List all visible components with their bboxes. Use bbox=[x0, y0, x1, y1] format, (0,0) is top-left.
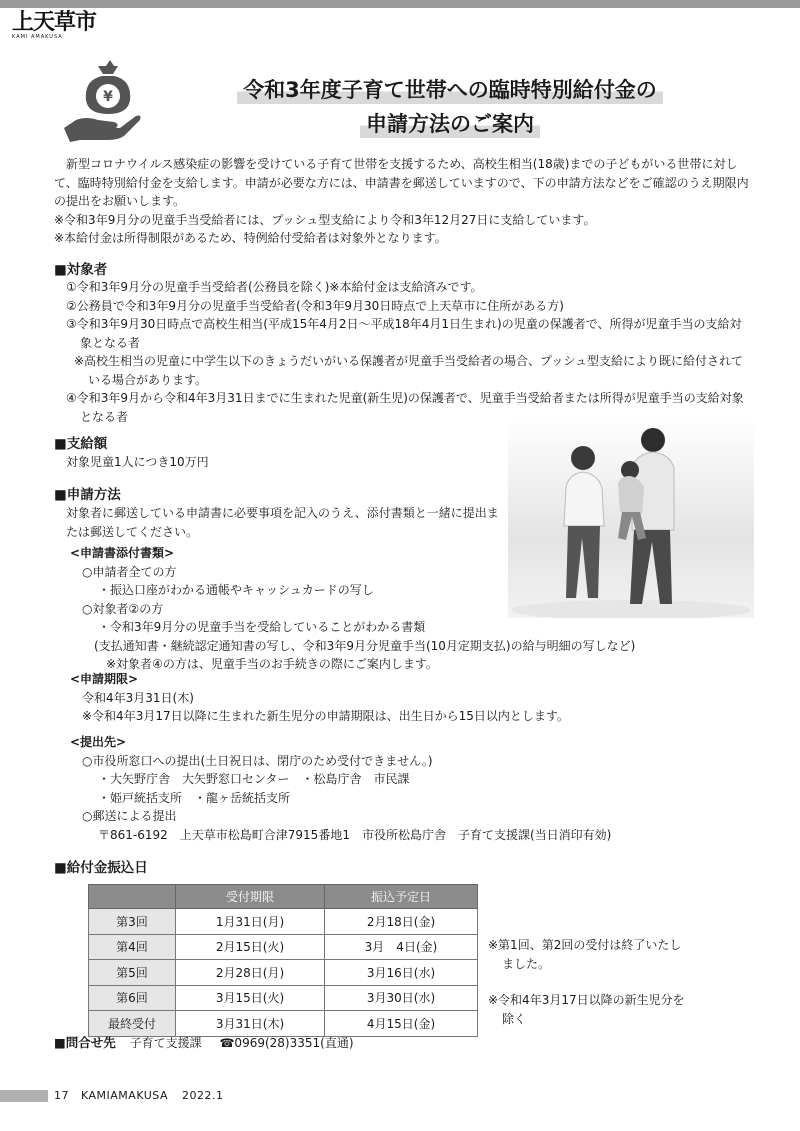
round-cell: 最終受付 bbox=[89, 1011, 176, 1037]
top-bar bbox=[0, 0, 800, 8]
attachment-group: ○申請者全ての方 bbox=[82, 564, 177, 579]
schedule-note: ※令和4年3月17日以降の新生児分を除く bbox=[488, 993, 685, 1026]
table-row bbox=[89, 960, 478, 986]
submit-locations bbox=[70, 733, 750, 844]
logo-kanji: 上天草市 bbox=[12, 9, 97, 35]
table-header-row bbox=[89, 885, 478, 909]
submit-item: ・大矢野庁舎 大矢野窓口センター ・松島庁舎 市民課 bbox=[98, 772, 410, 786]
deadline-heading: <申請期限> bbox=[70, 672, 139, 686]
submit-group: ○市役所窓口への提出(土日祝日は、閉庁のため受付できません。) bbox=[82, 753, 433, 768]
table-header-cell: 受付期限 bbox=[176, 885, 325, 909]
transfer-cell: 2月18日(金) bbox=[325, 909, 478, 935]
footer-bar bbox=[0, 1090, 48, 1102]
target-item: ①令和3年9月分の児童手当受給者(公務員を除く)※本給付金は支給済みです。 bbox=[66, 280, 483, 294]
table-header-cell: 振込予定日 bbox=[325, 885, 478, 909]
footer bbox=[54, 1089, 224, 1102]
target-item: ④令和3年9月から令和4年3月31日までに生まれた児童(新生児)の保護者で、児童手当受給者または所得が児童手当の支給対象となる者 bbox=[66, 391, 744, 424]
issue-date: 2022.1 bbox=[182, 1089, 224, 1102]
transfer-cell: 3月30日(水) bbox=[325, 985, 478, 1011]
contact-label: ■問合せ先 bbox=[54, 1035, 116, 1050]
deadline-cell: 1月31日(月) bbox=[176, 909, 325, 935]
attachments bbox=[70, 544, 710, 674]
table-header-cell bbox=[89, 885, 176, 909]
target-item: ②公務員で令和3年9月分の児童手当受給者(令和3年9月30日時点で上天草市に住所がある方) bbox=[66, 298, 564, 313]
attachment-group: ○対象者②の方 bbox=[82, 601, 164, 616]
table-row bbox=[89, 985, 478, 1011]
deadline bbox=[70, 670, 730, 726]
money-bag-hand-icon bbox=[62, 58, 142, 142]
svg-text:¥: ¥ bbox=[103, 89, 113, 105]
contact-phone: ☎0969(28)3351(直通) bbox=[219, 1036, 354, 1050]
title-line-1: 令和3年度子育て世帯への臨時特別給付金の bbox=[237, 76, 663, 104]
target-item: ③令和3年9月30日時点で高校生相当(平成15年4月2日～平成18年4月1日生まれ)の児童の保護者で、所得が児童手当の支給対象となる者 bbox=[66, 317, 742, 350]
amount-text: 対象児童1人につき10万円 bbox=[66, 455, 209, 469]
page-number: 17 bbox=[54, 1089, 69, 1102]
transfer-cell: 3月16日(水) bbox=[325, 960, 478, 986]
submit-heading: <提出先> bbox=[70, 735, 127, 749]
attachment-note: ※対象者④の方は、児童手当のお手続きの際にご案内します。 bbox=[106, 657, 438, 671]
method-text: 対象者に郵送している申請書に必要事項を記入のうえ、添付書類と一緒に提出または郵送してください。 bbox=[66, 506, 499, 539]
transfer-cell: 3月 4日(金) bbox=[325, 934, 478, 960]
intro-paragraph: 新型コロナウイルス感染症の影響を受けている子育て世帯を支援するため、高校生相当(18歳)までの子どもがいる世帯に対して、臨時特別給付金を支給します。申請が必要な方には、申請書を郵送していますので、下の申請方法などをご確認のうえ期限内の提出をお願いします。 bbox=[54, 157, 749, 208]
attachment-item: ・令和3年9月分の児童手当を受給していることがわかる書類 bbox=[98, 620, 426, 634]
attachment-item: ・振込口座がわかる通帳やキャッシュカードの写し bbox=[98, 583, 374, 597]
schedule-table bbox=[88, 884, 478, 1037]
target-note: ※高校生相当の児童に中学生以下のきょうだいがいる保護者が児童手当受給者の場合、プッシュ型支給により既に給付されている場合があります。 bbox=[74, 354, 743, 387]
method-heading: ■申請方法 bbox=[54, 487, 121, 503]
intro-note: ※本給付金は所得制限があるため、特例給付受給者は対象外となります。 bbox=[54, 231, 447, 245]
amount-heading: ■支給額 bbox=[54, 436, 108, 452]
round-cell: 第3回 bbox=[89, 909, 176, 935]
round-cell: 第4回 bbox=[89, 934, 176, 960]
contact bbox=[54, 1033, 354, 1051]
deadline-cell: 2月15日(火) bbox=[176, 934, 325, 960]
contact-dept: 子育て支援課 bbox=[129, 1036, 202, 1050]
title-line-2: 申請方法のご案内 bbox=[360, 110, 540, 138]
round-cell: 第6回 bbox=[89, 985, 176, 1011]
deadline-date: 令和4年3月31日(木) bbox=[82, 690, 194, 705]
table-row bbox=[89, 909, 478, 935]
deadline-cell: 3月15日(火) bbox=[176, 985, 325, 1011]
table-row bbox=[89, 934, 478, 960]
intro-note: ※令和3年9月分の児童手当受給者には、プッシュ型支給により令和3年12月27日に支給しています。 bbox=[54, 212, 596, 227]
deadline-cell: 2月28日(月) bbox=[176, 960, 325, 986]
schedule-heading: ■給付金振込日 bbox=[54, 860, 148, 876]
round-cell: 第5回 bbox=[89, 960, 176, 986]
magazine-name: KAMIAMAKUSA bbox=[81, 1089, 169, 1102]
page-title bbox=[160, 76, 740, 138]
attachment-detail: (支払通知書・継続認定通知書の写し、令和3年9月分児童手当(10月定期支払)の給与明細の写しなど) bbox=[94, 638, 636, 653]
deadline-note: ※令和4年3月17日以降に生まれた新生児分の申請期限は、出生日から15日以内とします。 bbox=[82, 709, 569, 723]
transfer-cell: 4月15日(金) bbox=[325, 1011, 478, 1037]
targets-heading: ■対象者 bbox=[54, 262, 108, 278]
submit-group: ○郵送による提出 bbox=[82, 809, 177, 823]
schedule-note: ※第1回、第2回の受付は終了いたしました。 bbox=[488, 938, 682, 971]
submit-item: ・姫戸統括支所 ・龍ヶ岳統括支所 bbox=[98, 790, 291, 805]
deadline-cell: 3月31日(木) bbox=[176, 1011, 325, 1037]
submit-address: 〒861-6192 上天草市松島町合津7915番地1 市役所松島庁舎 子育て支援課(当日消印有効) bbox=[98, 827, 612, 842]
logo-roman: KAMI AMAKUSA bbox=[12, 34, 63, 40]
intro bbox=[54, 155, 754, 248]
schedule-notes bbox=[488, 936, 688, 1028]
targets-list bbox=[66, 278, 746, 426]
attachments-heading: <申請書添付書類> bbox=[70, 546, 175, 560]
city-logo bbox=[12, 10, 122, 44]
